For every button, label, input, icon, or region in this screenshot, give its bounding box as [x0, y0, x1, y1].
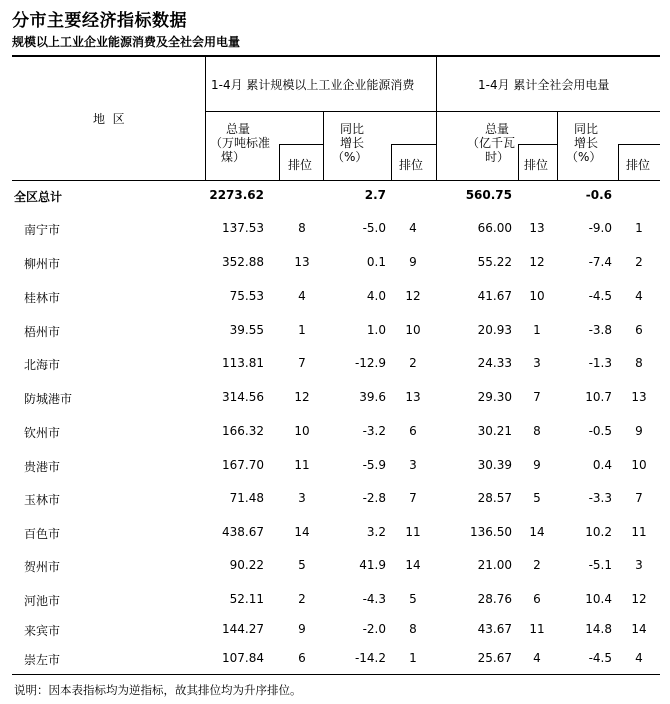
cell-e-growth: 41.9: [359, 558, 386, 572]
cell-p-grank: 2: [635, 255, 643, 269]
cell-e-rank: 13: [294, 255, 310, 269]
cell-p-rank: 8: [533, 424, 541, 438]
col-divider-region: [205, 57, 206, 180]
table-row: [0, 321, 670, 341]
cell-p-rank: 13: [529, 221, 545, 235]
electricity-rank-header: 排位: [524, 158, 549, 172]
cell-e-total: 75.53: [229, 289, 264, 303]
cell-p-total: 136.50: [470, 525, 512, 539]
cell-e-growth: -5.9: [362, 458, 386, 472]
cell-p-grank: 1: [635, 221, 643, 235]
cell-p-grank: 11: [631, 525, 647, 539]
cell-p-grank: 14: [631, 622, 647, 636]
cell-e-growth: -12.9: [354, 356, 386, 370]
cell-p-growth: -5.1: [588, 558, 612, 572]
table-row: [0, 489, 670, 509]
cell-p-rank: 2: [533, 558, 541, 572]
cell-region: 桂林市: [24, 291, 61, 305]
cell-e-grank: 5: [409, 592, 417, 606]
group-header-energy: 1-4月 累计规模以上工业企业能源消费: [211, 78, 415, 92]
cell-e-total: 144.27: [222, 622, 264, 636]
table-row-total: [0, 186, 670, 206]
cell-e-grank: 14: [405, 558, 421, 572]
cell-e-grank: 9: [409, 255, 417, 269]
cell-region: 贺州市: [24, 560, 61, 574]
cell-e-rank: 2: [298, 592, 306, 606]
cell-p-growth: -7.4: [588, 255, 612, 269]
cell-e-total: 71.48: [229, 491, 264, 505]
cell-p-growth: -4.5: [588, 651, 612, 665]
cell-p-growth: -3.8: [588, 323, 612, 337]
cell-p-total: 30.39: [477, 458, 512, 472]
cell-e-total: 2273.62: [209, 188, 264, 202]
col-divider-e-growth: [323, 111, 324, 180]
cell-p-grank: 10: [631, 458, 647, 472]
table-note: 说明：因本表指标均为逆指标，故其排位均为升序排位。: [14, 683, 302, 697]
cell-p-growth: 10.7: [585, 390, 612, 404]
cell-p-total: 24.33: [477, 356, 512, 370]
cell-e-total: 90.22: [229, 558, 264, 572]
cell-e-rank: 10: [294, 424, 310, 438]
cell-p-rank: 6: [533, 592, 541, 606]
cell-p-growth: -0.5: [588, 424, 612, 438]
cell-e-growth: 3.2: [366, 525, 386, 539]
col-divider-group: [436, 57, 437, 180]
cell-e-rank: 1: [298, 323, 306, 337]
table-row: [0, 456, 670, 476]
cell-region: 玉林市: [24, 493, 61, 507]
cell-p-total: 66.00: [477, 221, 512, 235]
cell-e-growth: -3.2: [362, 424, 386, 438]
cell-p-grank: 8: [635, 356, 643, 370]
table-bottom-border: [12, 674, 660, 675]
cell-p-growth: -1.3: [588, 356, 612, 370]
cell-p-total: 43.67: [477, 622, 512, 636]
cell-p-total: 21.00: [477, 558, 512, 572]
cell-e-growth: -5.0: [362, 221, 386, 235]
cell-e-growth: -2.0: [362, 622, 386, 636]
table-top-border: [12, 55, 660, 57]
cell-e-growth: 0.1: [366, 255, 386, 269]
col-divider-p-rank: [518, 144, 519, 180]
cell-region: 北海市: [24, 358, 61, 372]
cell-e-grank: 13: [405, 390, 421, 404]
cell-region: 钦州市: [24, 426, 61, 440]
cell-e-rank: 3: [298, 491, 306, 505]
cell-e-grank: 8: [409, 622, 417, 636]
cell-p-total: 560.75: [465, 188, 512, 202]
table-row: [0, 590, 670, 610]
region-header: 地 区: [93, 112, 125, 126]
cell-e-total: 438.67: [222, 525, 264, 539]
cell-e-grank: 4: [409, 221, 417, 235]
cell-p-growth: 14.8: [585, 622, 612, 636]
cell-e-grank: 12: [405, 289, 421, 303]
table-row: [0, 354, 670, 374]
cell-p-growth: -3.3: [588, 491, 612, 505]
cell-region: 百色市: [24, 527, 61, 541]
col-divider-p-growth: [557, 111, 558, 180]
cell-e-rank: 12: [294, 390, 310, 404]
cell-region: 防城港市: [24, 392, 73, 406]
electricity-total-header: 总量 （亿千瓦 时）: [467, 122, 516, 164]
cell-e-rank: 4: [298, 289, 306, 303]
col-divider-e-grank: [391, 144, 392, 180]
cell-e-grank: 3: [409, 458, 417, 472]
cell-p-rank: 3: [533, 356, 541, 370]
table-row: [0, 523, 670, 543]
cell-e-grank: 7: [409, 491, 417, 505]
cell-e-rank: 5: [298, 558, 306, 572]
cell-p-rank: 10: [529, 289, 545, 303]
cell-e-total: 113.81: [222, 356, 264, 370]
subheader-divider-2: [391, 144, 436, 145]
cell-p-growth: -4.5: [588, 289, 612, 303]
cell-p-rank: 1: [533, 323, 541, 337]
cell-p-total: 30.21: [477, 424, 512, 438]
subheader-divider-3: [518, 144, 557, 145]
table-row: [0, 649, 670, 669]
energy-rank-header: 排位: [288, 158, 313, 172]
cell-region: 河池市: [24, 594, 61, 608]
cell-p-rank: 12: [529, 255, 545, 269]
cell-region: 梧州市: [24, 325, 61, 339]
cell-p-total: 25.67: [477, 651, 512, 665]
cell-p-grank: 3: [635, 558, 643, 572]
cell-region: 崇左市: [24, 653, 61, 667]
electricity-growth-header: 同比 增长 （%）: [566, 122, 602, 164]
subheader-divider-4: [618, 144, 660, 145]
cell-p-rank: 11: [529, 622, 545, 636]
cell-p-grank: 9: [635, 424, 643, 438]
cell-e-rank: 8: [298, 221, 306, 235]
cell-e-total: 137.53: [222, 221, 264, 235]
cell-p-total: 28.57: [477, 491, 512, 505]
table-row: [0, 219, 670, 239]
cell-p-rank: 5: [533, 491, 541, 505]
cell-e-growth: 1.0: [366, 323, 386, 337]
cell-region: 来宾市: [24, 624, 61, 638]
cell-e-growth: 39.6: [359, 390, 386, 404]
subheader-divider-1: [279, 144, 323, 145]
table-row: [0, 253, 670, 273]
cell-p-grank: 4: [635, 289, 643, 303]
cell-e-rank: 11: [294, 458, 310, 472]
cell-e-total: 167.70: [222, 458, 264, 472]
cell-e-grank: 1: [409, 651, 417, 665]
energy-total-header: 总量 （万吨标准 煤）: [210, 122, 271, 164]
cell-e-grank: 11: [405, 525, 421, 539]
col-divider-p-grank: [618, 144, 619, 180]
cell-e-rank: 14: [294, 525, 310, 539]
electricity-growth-rank-header: 排位: [626, 158, 651, 172]
cell-e-growth: 2.7: [364, 188, 386, 202]
cell-p-total: 28.76: [477, 592, 512, 606]
cell-e-rank: 9: [298, 622, 306, 636]
cell-e-growth: -4.3: [362, 592, 386, 606]
cell-e-total: 52.11: [229, 592, 264, 606]
page-subtitle: 规模以上工业企业能源消费及全社会用电量: [12, 35, 241, 49]
table-row: [0, 287, 670, 307]
cell-p-grank: 6: [635, 323, 643, 337]
cell-e-total: 314.56: [222, 390, 264, 404]
cell-p-rank: 7: [533, 390, 541, 404]
cell-e-growth: 4.0: [366, 289, 386, 303]
cell-e-total: 166.32: [222, 424, 264, 438]
table-row: [0, 556, 670, 576]
group-header-divider: [205, 111, 660, 112]
cell-p-rank: 4: [533, 651, 541, 665]
cell-p-growth: -0.6: [585, 188, 612, 202]
col-divider-e-rank: [279, 144, 280, 180]
cell-p-rank: 14: [529, 525, 545, 539]
cell-e-grank: 6: [409, 424, 417, 438]
table-row: [0, 422, 670, 442]
cell-p-grank: 7: [635, 491, 643, 505]
cell-e-growth: -2.8: [362, 491, 386, 505]
cell-e-total: 352.88: [222, 255, 264, 269]
cell-p-growth: 0.4: [592, 458, 612, 472]
cell-region: 柳州市: [24, 257, 61, 271]
cell-e-rank: 6: [298, 651, 306, 665]
table-row: [0, 388, 670, 408]
cell-p-grank: 4: [635, 651, 643, 665]
cell-p-total: 41.67: [477, 289, 512, 303]
cell-e-total: 107.84: [222, 651, 264, 665]
cell-p-total: 29.30: [477, 390, 512, 404]
cell-e-total: 39.55: [229, 323, 264, 337]
group-header-electricity: 1-4月 累计全社会用电量: [478, 78, 610, 92]
table-row: [0, 620, 670, 640]
cell-region: 全区总计: [14, 190, 63, 204]
cell-p-growth: 10.2: [585, 525, 612, 539]
energy-growth-header: 同比 增长 （%）: [332, 122, 368, 164]
cell-p-total: 55.22: [477, 255, 512, 269]
cell-p-total: 20.93: [477, 323, 512, 337]
header-bottom-border: [12, 180, 660, 181]
energy-growth-rank-header: 排位: [399, 158, 424, 172]
cell-region: 贵港市: [24, 460, 61, 474]
cell-p-grank: 13: [631, 390, 647, 404]
cell-e-grank: 2: [409, 356, 417, 370]
cell-e-grank: 10: [405, 323, 421, 337]
cell-region: 南宁市: [24, 223, 61, 237]
cell-p-grank: 12: [631, 592, 647, 606]
cell-e-growth: -14.2: [354, 651, 386, 665]
cell-p-growth: -9.0: [588, 221, 612, 235]
cell-e-rank: 7: [298, 356, 306, 370]
page-title: 分市主要经济指标数据: [12, 11, 187, 31]
cell-p-growth: 10.4: [585, 592, 612, 606]
cell-p-rank: 9: [533, 458, 541, 472]
